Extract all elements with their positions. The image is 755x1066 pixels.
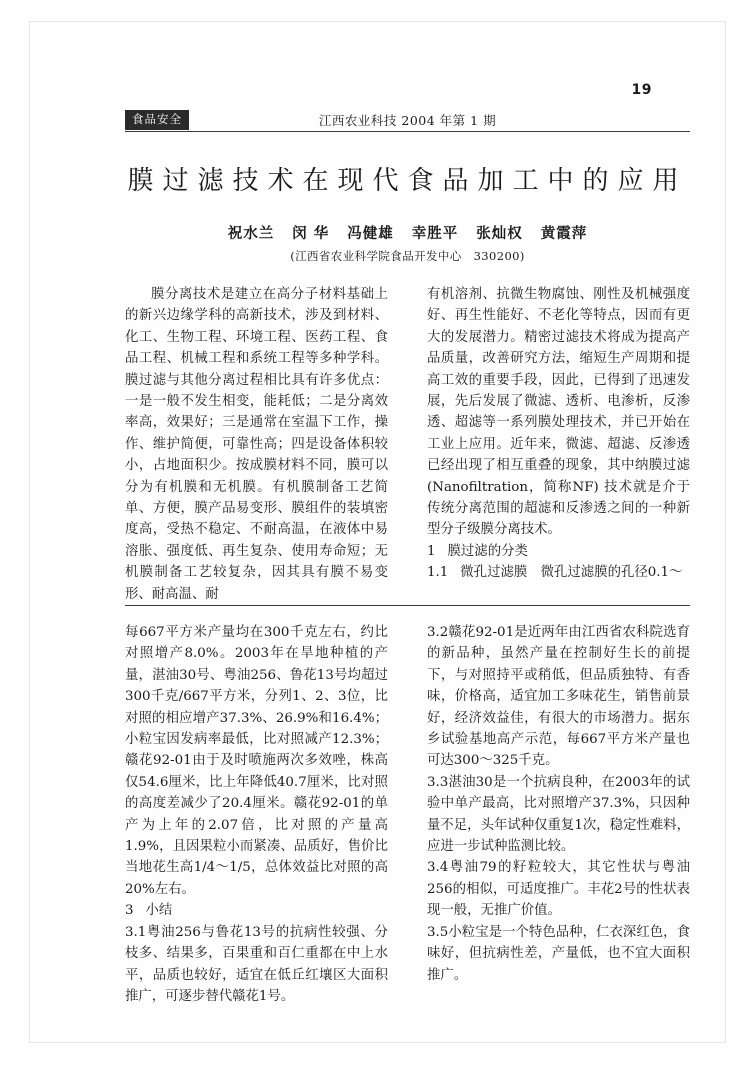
running-header — [125, 110, 690, 132]
author: 张灿权 — [476, 225, 523, 242]
journal-issue-line: 江西农业科技 2004 年第 1 期 — [318, 113, 497, 128]
page-number: 19 — [631, 82, 652, 98]
section-title: 小结 — [145, 903, 173, 919]
section-body: 湛油30是一个抗病良种，在2003年的试验中单产最高，比对照增产37.3%，只因种量不足，头年试种仅重复1次，稳定性难料，应进一步试种监测比较。 — [427, 774, 690, 855]
section-title: 微孔过滤膜 微孔过滤膜的孔径0.1～ — [460, 565, 683, 581]
section-paragraph — [427, 922, 690, 986]
column-divider-rule — [125, 605, 690, 606]
section-paragraph — [427, 857, 690, 921]
section-number: 3.3 — [427, 774, 449, 790]
section-tag: 食品安全 — [125, 110, 189, 130]
author: 幸胜平 — [411, 225, 459, 242]
section-paragraph — [427, 772, 690, 858]
section-number: 3.2 — [427, 625, 449, 640]
column-lower-right — [427, 622, 690, 986]
section-body: 粤油256与鲁花13号的抗病性较强、分枝多、结果多，百果重和百仁重都在中上水平，品质也较好，适宜在低丘红壤区大面积推广，可逐步替代赣花1号。 — [125, 924, 388, 1004]
section-number: 3.4 — [427, 860, 449, 876]
paragraph: 膜分离技术是建立在高分子材料基础上的新兴边缘学科的高新技术，涉及到材料、化工、生物工程、环境工程、医药工程、食品工程、机械工程和系统工程等多种学科。膜过滤与其他分离过程相比具有许多优点：一是一般不发生相变，能耗低；二是分离效率高，效果好；三是通常在室温下工作，操作、维护简便，可靠性高；四是设备体积较小，占地面积少。按成膜材料不同，膜可以分为有机膜和无机膜。有机膜制备工艺简单、方便，膜产品易变形、膜组件的装填密度高，受热不稳定、不耐高温，在液体中易溶胀、强度低、再生复杂、使用寿命短；无机膜制备工艺较复杂，因其具有膜不易变形、耐高温、耐 — [125, 287, 388, 602]
column-upper-right — [427, 284, 690, 584]
author-list — [125, 222, 690, 243]
author: 闵 华 — [292, 225, 330, 242]
paragraph: 有机溶剂、抗微生物腐蚀、刚性及机械强度好、再生性能好、不老化等特点，因而有更大的发展潜力。精密过滤技术将成为提高产品质量，改善研究方法，缩短生产周期和提高工效的重要手段，因此，已得到了迅速发展，先后发展了微滤、透析、电渗析，反渗透、超滤等一系列膜处理技术，并已开始在工业上应用。近年来，微滤、超滤、反渗透已经出现了相互重叠的现象，其中纳膜过滤(Nanofiltration，简称NF) 技术就是介于传统分离范围的超滤和反渗透之间的一种新型分子级膜分离技术。 — [427, 287, 690, 538]
page-sheet — [30, 22, 725, 1042]
column-lower-left — [125, 622, 388, 1007]
page-title: 膜过滤技术在现代食品加工中的应用 — [127, 166, 688, 196]
section-body: 小粒宝是一个特色品种，仁衣深红色，食味好，但抗病性差，产量低，也不宜大面积推广。 — [427, 924, 690, 983]
author-affiliation: (江西省农业科学院食品开发中心 330200) — [290, 249, 525, 263]
section-title: 膜过滤的分类 — [447, 543, 528, 559]
author: 祝水兰 — [227, 225, 275, 242]
section-number: 3 — [125, 903, 134, 919]
section-body: 赣花92-01是近两年由江西省农科院选育的新品种，虽然产量在控制好生长的前提下，与对照持平或稍低，但品质独特、有香味，价格高，适宜加工多味花生，销售前景好，经济效益佳，有很大的市场潜力。据东乡试验基地高产示范，每667平方米产量也可达300～325千克。 — [427, 625, 690, 769]
section-heading — [125, 900, 388, 921]
section-number: 1 — [427, 543, 436, 559]
section-paragraph — [427, 622, 690, 772]
section-number: 3.1 — [125, 924, 147, 940]
author: 冯健雄 — [347, 225, 394, 242]
section-paragraph — [125, 922, 388, 1008]
author: 黄霞萍 — [540, 225, 588, 242]
column-upper-left — [125, 284, 388, 605]
section-body: 粤油79的籽粒较大，其它性状与粤油256的相似，可适度推广。丰花2号的性状表现一般，无推广价值。 — [427, 860, 690, 919]
section-number: 3.5 — [427, 924, 449, 940]
header-rule — [125, 131, 690, 132]
section-number: 1.1 — [427, 565, 449, 581]
section-heading — [427, 562, 690, 583]
paragraph: 每667平方米产量均在300千克左右，约比对照增产8.0%。2003年在旱地种植的产量，湛油30号、粤油256、鲁花13号均超过300千克/667平方米，分列1、2、3位，比对照的相应增产37.3%、26.9%和16.4%；小粒宝因发病率最低，比对照减产12.3%；赣花92-01由于及时喷施两次多效唑，株高仅54.6厘米，比上年降低40.7厘米，比对照的高度差减少了20.4厘米。赣花92-01的单产为上年的2.07倍，比对照的产量高1.9%，且因果粒小而紧凑、品质好，售价比当地花生高1/4～1/5，总体效益比对照的高20%左右。 — [125, 625, 388, 897]
section-heading — [427, 541, 690, 562]
